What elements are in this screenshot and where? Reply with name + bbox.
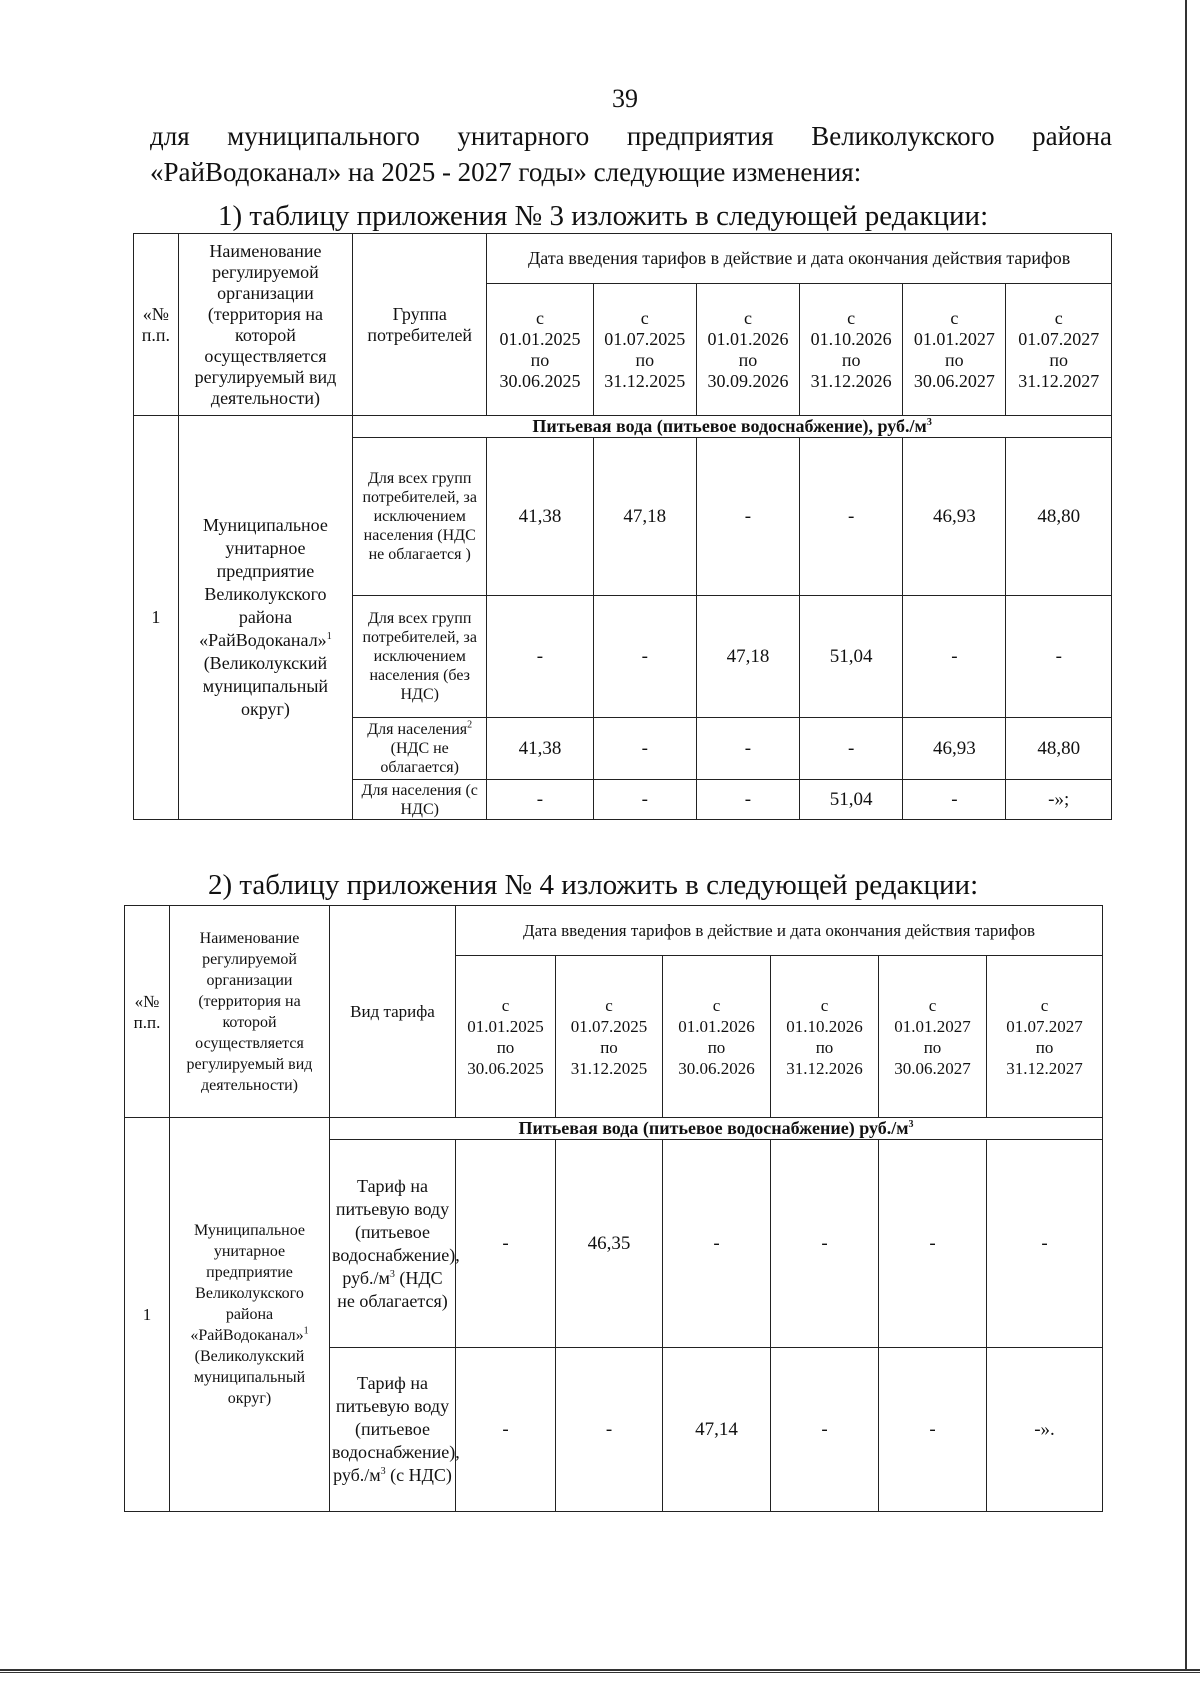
period-from: с: [1040, 995, 1049, 1015]
tariff-value: -: [1006, 596, 1112, 718]
tariff-value: 48,80: [1006, 438, 1112, 596]
period-from: с: [605, 995, 613, 1015]
period-to: по: [815, 1037, 834, 1057]
consumer-group: Для всех групп потребителей, за исключением населения (НДС не облагается ): [353, 438, 487, 596]
tariff-value: -: [696, 718, 799, 780]
period-end: 31.12.2025: [604, 370, 686, 391]
period-to: по: [738, 349, 758, 370]
tariff-value: -: [771, 1348, 879, 1512]
tariff-value: -: [879, 1348, 987, 1512]
period-end: 30.06.2025: [499, 370, 581, 391]
period-from: с: [535, 307, 544, 328]
tariff-value: -: [593, 780, 696, 820]
period-end: 31.12.2027: [1006, 1058, 1083, 1078]
header-row-number: «№ п.п.: [134, 234, 179, 416]
period-start: 01.01.2026: [678, 1016, 755, 1036]
tariff-type: Тариф на питьевую воду (питьевое водоснабжение), $руб./м^3$ (НДС не облагается): [330, 1140, 456, 1348]
tariff-value: 46,93: [903, 438, 1006, 596]
period-end: 31.12.2026: [810, 370, 892, 391]
org-territory: (Великолукский муниципальный округ): [193, 1348, 306, 1407]
org-territory: (Великолукский муниципальный округ): [202, 653, 329, 719]
page-bottom-rule: [0, 1669, 1200, 1673]
tariff-value: -: [903, 596, 1006, 718]
tariff-value: -: [771, 1140, 879, 1348]
period-header: [487, 284, 593, 416]
org-name: Муниципальное унитарное предприятие Великолукского района «РайВодоканал»: [190, 1222, 306, 1344]
tariff-value: 46,93: [903, 718, 1006, 780]
period-start: 01.01.2025: [499, 328, 581, 349]
period-end: 30.09.2026: [707, 370, 789, 391]
consumer-group: Для населения$^2$ (НДС не облагается): [353, 718, 487, 780]
period-start: 01.07.2025: [570, 1016, 648, 1036]
header-tariff-type: Вид тарифа: [330, 906, 456, 1118]
period-header: [1006, 284, 1112, 416]
period-to: по: [1035, 1037, 1054, 1057]
period-start: 01.01.2025: [467, 1016, 544, 1036]
period-header: [663, 956, 771, 1118]
tariff-value: -: [487, 780, 593, 820]
period-header: [987, 956, 1103, 1118]
tariff-value: 47,18: [593, 438, 696, 596]
period-start: 01.10.2026: [810, 328, 892, 349]
tariff-table-appendix-3: [133, 233, 1112, 820]
header-organization: Наименование регулируемой организации (территория на которой осуществляется регулируемый вид деятельности): [170, 906, 330, 1118]
period-from: с: [928, 995, 937, 1015]
tariff-value: -: [696, 780, 799, 820]
period-end: 31.12.2027: [1018, 370, 1100, 391]
period-end: 30.06.2027: [894, 1058, 971, 1078]
period-to: по: [496, 1037, 515, 1057]
period-header: [879, 956, 987, 1118]
section2-heading: 2) таблицу приложения № 4 изложить в следующей редакции:: [208, 869, 979, 901]
tariff-value: -: [800, 438, 903, 596]
footnote-mark: 1: [326, 631, 332, 642]
section1-heading: 1) таблицу приложения № 3 изложить в следующей редакции:: [218, 200, 989, 232]
period-end: 30.06.2027: [913, 370, 995, 391]
row-number: 1: [125, 1118, 170, 1512]
page-edge-rule: [1185, 0, 1187, 1670]
period-to: по: [600, 1037, 618, 1057]
tariff-value: -: [903, 780, 1006, 820]
tariff-value: -: [879, 1140, 987, 1348]
tariff-value: 46,35: [556, 1140, 663, 1348]
tariff-value: -: [593, 596, 696, 718]
period-start: 01.10.2026: [786, 1016, 863, 1036]
period-to: по: [923, 1037, 942, 1057]
period-to: по: [945, 349, 964, 370]
period-from: с: [847, 307, 856, 328]
tariff-value: -: [556, 1348, 663, 1512]
tariff-value: -: [663, 1140, 771, 1348]
tariff-table-appendix-4: [124, 905, 1103, 1512]
period-from: с: [501, 995, 510, 1015]
period-from: с: [743, 307, 752, 328]
tariff-value: -: [456, 1348, 556, 1512]
header-dates: Дата введения тарифов в действие и дата окончания действия тарифов: [487, 234, 1112, 284]
period-header: [556, 956, 663, 1118]
period-start: 01.01.2027: [913, 328, 995, 349]
tariff-value: -».: [987, 1348, 1103, 1512]
organization-name: [170, 1118, 330, 1512]
period-header: [903, 284, 1006, 416]
period-start: 01.07.2027: [1018, 328, 1100, 349]
footnote-mark: 1: [303, 1325, 309, 1337]
tariff-type: Тариф на питьевую воду (питьевое водоснабжение), $руб./м^3$ (с НДС): [330, 1348, 456, 1512]
org-name: Муниципальное унитарное предприятие Великолукского района «РайВодоканал»: [199, 515, 328, 650]
tariff-value: -: [800, 718, 903, 780]
intro-paragraph: для муниципального унитарного предприятия Великолукского района «РайВодоканал» на 2025 - 2027 годы» следующие изменения:: [150, 121, 1112, 187]
period-from: с: [640, 307, 649, 328]
header-consumer-group: Группа потребителей: [353, 234, 487, 416]
section-title: Питьевая вода (питьевое водоснабжение) $руб./м^3$: [330, 1118, 1103, 1140]
organization-name: [178, 416, 353, 820]
period-header: [800, 284, 903, 416]
header-row-number: «№ п.п.: [125, 906, 170, 1118]
tariff-value: 47,14: [663, 1348, 771, 1512]
period-header: [456, 956, 556, 1118]
page-number: 39: [612, 84, 638, 113]
period-from: с: [712, 995, 721, 1015]
period-to: по: [1049, 349, 1069, 370]
period-end: 31.12.2026: [786, 1058, 863, 1078]
header-organization: Наименование регулируемой организации (территория на которой осуществляется регулируемый вид деятельности): [178, 234, 353, 416]
tariff-value: -: [987, 1140, 1103, 1348]
period-to: по: [707, 1037, 726, 1057]
period-from: с: [820, 995, 829, 1015]
period-header: [771, 956, 879, 1118]
header-dates: Дата введения тарифов в действие и дата окончания действия тарифов: [456, 906, 1103, 956]
period-from: с: [1054, 307, 1063, 328]
tariff-value: 47,18: [696, 596, 799, 718]
period-header: [696, 284, 799, 416]
period-start: 01.07.2025: [604, 328, 686, 349]
tariff-value: 41,38: [487, 718, 593, 780]
tariff-value: 51,04: [800, 596, 903, 718]
period-to: по: [841, 349, 861, 370]
period-header: [593, 284, 696, 416]
tariff-value: 41,38: [487, 438, 593, 596]
tariff-value: 51,04: [800, 780, 903, 820]
tariff-value: 48,80: [1006, 718, 1112, 780]
period-start: 01.07.2027: [1006, 1016, 1083, 1036]
section-title: Питьевая вода (питьевое водоснабжение), $руб./м^3$: [353, 416, 1112, 438]
tariff-value: -: [456, 1140, 556, 1348]
period-end: 30.06.2026: [678, 1058, 755, 1078]
period-start: 01.01.2027: [894, 1016, 971, 1036]
period-start: 01.01.2026: [707, 328, 789, 349]
period-to: по: [530, 349, 550, 370]
consumer-group: Для всех групп потребителей, за исключением населения (без НДС): [353, 596, 487, 718]
tariff-value: -»;: [1006, 780, 1112, 820]
tariff-value: -: [487, 596, 593, 718]
tariff-value: -: [593, 718, 696, 780]
tariff-value: -: [696, 438, 799, 596]
period-end: 31.12.2025: [570, 1058, 648, 1078]
period-from: с: [950, 307, 959, 328]
row-number: 1: [134, 416, 179, 820]
period-end: 30.06.2025: [467, 1058, 544, 1078]
consumer-group: Для населения (с НДС): [353, 780, 487, 820]
period-to: по: [635, 349, 655, 370]
